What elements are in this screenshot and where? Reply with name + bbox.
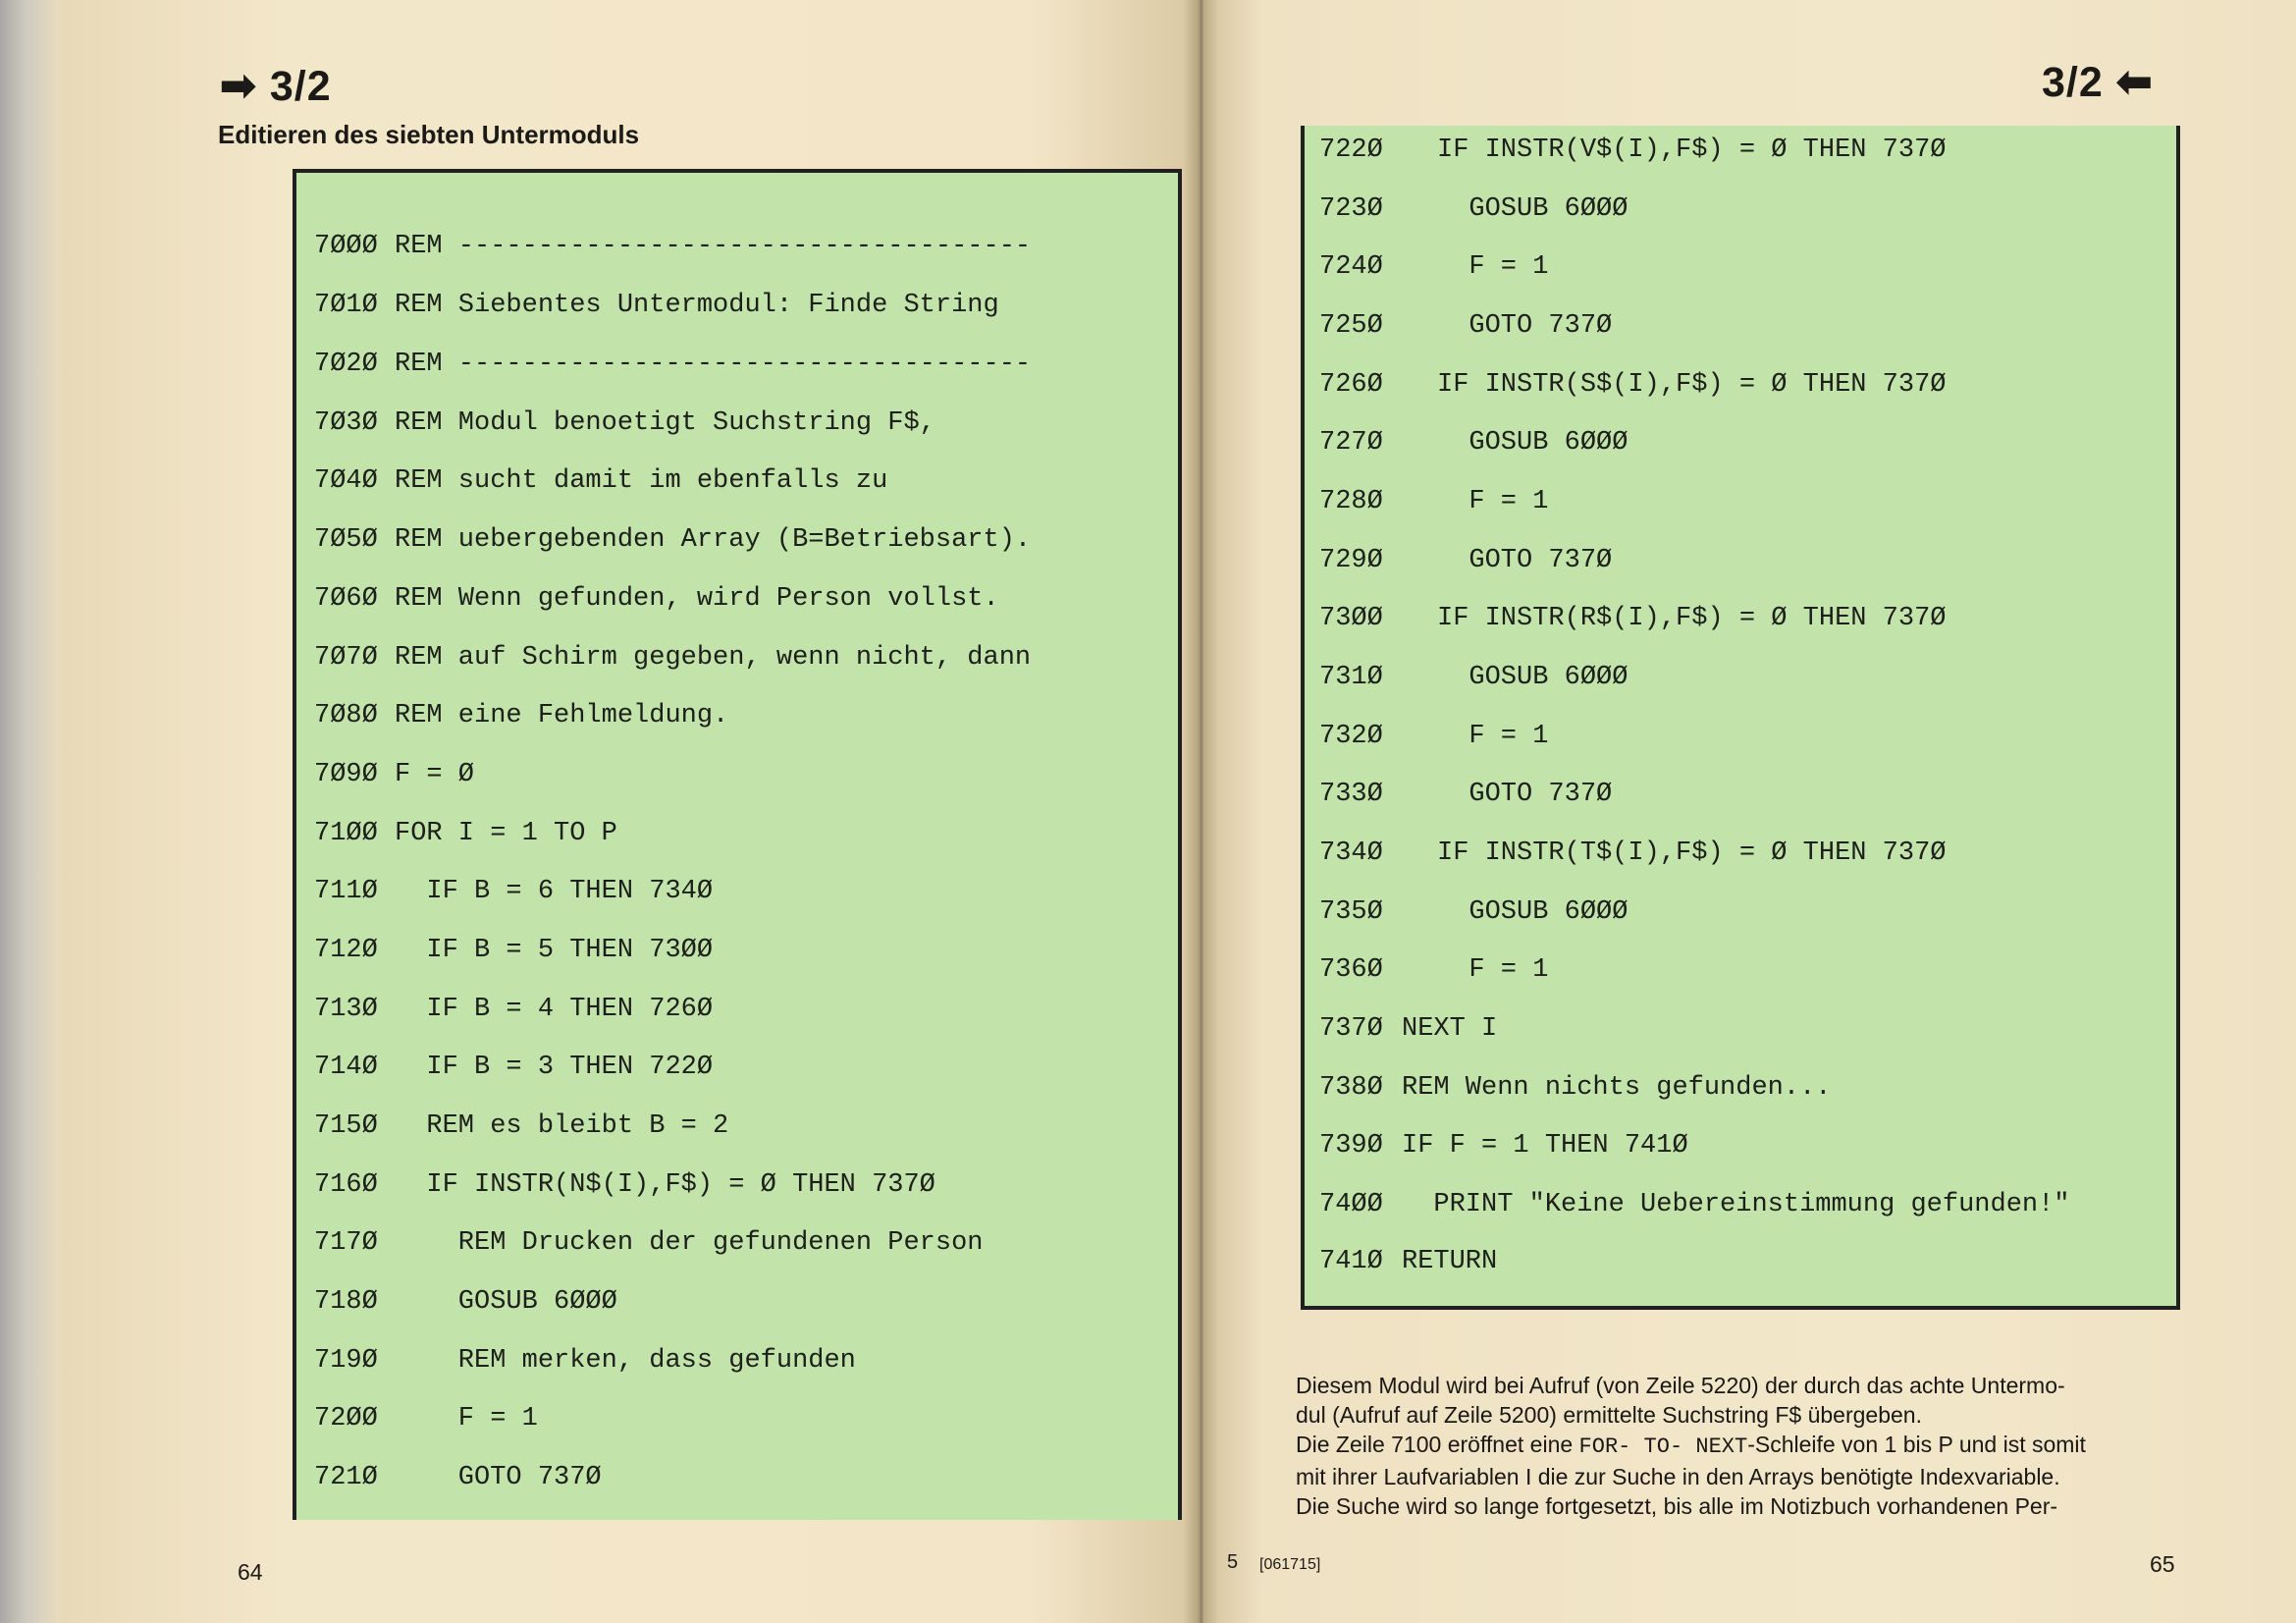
code-line bbox=[314, 1053, 714, 1082]
section-subtitle: Editieren des siebten Untermoduls bbox=[218, 120, 640, 149]
paragraph-text: Die Zeile 7100 eröffnet eine bbox=[1296, 1432, 1579, 1457]
code-line bbox=[314, 995, 714, 1024]
line-number: 725Ø bbox=[1319, 311, 1383, 341]
line-number: 7Ø7Ø bbox=[314, 643, 378, 673]
line-number: 7Ø6Ø bbox=[314, 584, 378, 614]
line-number: 72ØØ bbox=[314, 1404, 378, 1434]
book-gutter bbox=[1183, 0, 1218, 1623]
line-text: IF INSTR(T$(I),F$) = Ø THEN 737Ø bbox=[1437, 839, 1947, 868]
code-line bbox=[314, 1170, 935, 1200]
code-line bbox=[314, 1404, 538, 1434]
code-line bbox=[314, 701, 729, 730]
line-number: 717Ø bbox=[314, 1228, 378, 1258]
line-number: 7Ø9Ø bbox=[314, 760, 378, 789]
paragraph-line: Diesem Modul wird bei Aufruf (von Zeile 5220) der durch das achte Untermo- bbox=[1296, 1373, 2065, 1398]
left-arrow-icon: ⬅ bbox=[2115, 58, 2154, 106]
code-line bbox=[1319, 487, 1549, 516]
paragraph-line: mit ihrer Laufvariablen I die zur Suche in den Arrays benötigte Indexvariable. bbox=[1296, 1464, 2060, 1489]
line-text: IF B = 4 THEN 726Ø bbox=[395, 995, 714, 1024]
line-number: 737Ø bbox=[1319, 1014, 1383, 1044]
line-number: 711Ø bbox=[314, 877, 378, 906]
code-line bbox=[1319, 252, 1549, 282]
line-text: GOSUB 6ØØØ bbox=[1437, 194, 1629, 224]
line-text: REM ------------------------------------ bbox=[395, 350, 1032, 379]
line-text: IF B = 5 THEN 73ØØ bbox=[395, 936, 714, 965]
code-line bbox=[314, 291, 999, 320]
line-text: IF F = 1 THEN 741Ø bbox=[1402, 1131, 1688, 1161]
left-page-number: 64 bbox=[238, 1559, 263, 1585]
code-line bbox=[1319, 370, 1947, 400]
line-number: 726Ø bbox=[1319, 370, 1383, 400]
code-line bbox=[314, 1346, 856, 1376]
code-line bbox=[1319, 722, 1549, 751]
right-arrow-icon: ➡ bbox=[220, 62, 257, 110]
line-text: REM auf Schirm gegeben, wenn nicht, dann bbox=[395, 643, 1032, 673]
line-number: 738Ø bbox=[1319, 1073, 1383, 1103]
line-number: 728Ø bbox=[1319, 487, 1383, 516]
line-number: 712Ø bbox=[314, 936, 378, 965]
line-number: 731Ø bbox=[1319, 663, 1383, 692]
code-line bbox=[1319, 546, 1613, 575]
code-line bbox=[314, 877, 714, 906]
inline-code: FOR- TO- NEXT bbox=[1578, 1434, 1748, 1459]
right-page-number: 65 bbox=[2150, 1551, 2175, 1577]
line-text: F = 1 bbox=[395, 1404, 538, 1434]
line-number: 734Ø bbox=[1319, 839, 1383, 868]
code-line bbox=[1319, 1131, 1688, 1161]
line-number: 724Ø bbox=[1319, 252, 1383, 282]
code-line bbox=[314, 584, 999, 614]
code-line bbox=[1319, 1073, 1832, 1103]
code-line bbox=[314, 466, 888, 496]
line-text: IF INSTR(S$(I),F$) = Ø THEN 737Ø bbox=[1437, 370, 1947, 400]
line-text: REM uebergebenden Array (B=Betriebsart). bbox=[395, 525, 1032, 555]
line-number: 722Ø bbox=[1319, 135, 1383, 165]
line-number: 723Ø bbox=[1319, 194, 1383, 224]
line-text: REM eine Fehlmeldung. bbox=[395, 701, 729, 730]
line-text: GOSUB 6ØØØ bbox=[1437, 897, 1629, 927]
line-number: 7Ø2Ø bbox=[314, 350, 378, 379]
left-section-number: 3/2 bbox=[269, 63, 332, 110]
line-text: IF INSTR(N$(I),F$) = Ø THEN 737Ø bbox=[395, 1170, 935, 1200]
code-line bbox=[1319, 663, 1629, 692]
line-number: 735Ø bbox=[1319, 897, 1383, 927]
line-number: 7Ø3Ø bbox=[314, 408, 378, 438]
code-line bbox=[1319, 1247, 1498, 1276]
line-number: 7Ø1Ø bbox=[314, 291, 378, 320]
line-number: 74ØØ bbox=[1319, 1190, 1383, 1219]
print-code: [061715] bbox=[1259, 1556, 1321, 1573]
line-number: 7ØØØ bbox=[314, 232, 378, 261]
code-line bbox=[314, 525, 1032, 555]
right-section-number: 3/2 bbox=[2042, 59, 2104, 106]
line-text: GOTO 737Ø bbox=[395, 1463, 602, 1492]
code-line bbox=[314, 819, 617, 848]
line-number: 7Ø4Ø bbox=[314, 466, 378, 496]
line-text: IF INSTR(R$(I),F$) = Ø THEN 737Ø bbox=[1437, 604, 1947, 633]
line-text: GOTO 737Ø bbox=[1437, 311, 1613, 341]
line-number: 714Ø bbox=[314, 1053, 378, 1082]
line-number: 739Ø bbox=[1319, 1131, 1383, 1161]
line-number: 736Ø bbox=[1319, 955, 1383, 985]
line-text: REM Drucken der gefundenen Person bbox=[395, 1228, 984, 1258]
line-number: 719Ø bbox=[314, 1346, 378, 1376]
line-text: F = 1 bbox=[1437, 252, 1549, 282]
line-text: GOTO 737Ø bbox=[1437, 546, 1613, 575]
code-line bbox=[1319, 839, 1947, 868]
line-text: FOR I = 1 TO P bbox=[395, 819, 617, 848]
code-line bbox=[314, 350, 1032, 379]
line-text: IF INSTR(V$(I),F$) = Ø THEN 737Ø bbox=[1437, 135, 1947, 165]
line-text: REM ------------------------------------ bbox=[395, 232, 1032, 261]
line-text: F = 1 bbox=[1437, 487, 1549, 516]
line-number: 729Ø bbox=[1319, 546, 1383, 575]
left-section-marker bbox=[220, 61, 332, 111]
paragraph-line: dul (Aufruf auf Zeile 5200) ermittelte Suchstring F$ übergeben. bbox=[1296, 1402, 1922, 1428]
line-number: 733Ø bbox=[1319, 780, 1383, 809]
line-text: REM sucht damit im ebenfalls zu bbox=[395, 466, 888, 496]
line-text: REM Modul benoetigt Suchstring F$, bbox=[395, 408, 935, 438]
line-text: PRINT "Keine Uebereinstimmung gefunden!" bbox=[1402, 1190, 2070, 1219]
line-text: F = 1 bbox=[1437, 955, 1549, 985]
code-line bbox=[314, 643, 1032, 673]
code-line bbox=[314, 232, 1032, 261]
line-number: 715Ø bbox=[314, 1111, 378, 1141]
code-line bbox=[1319, 604, 1947, 633]
code-line bbox=[1319, 311, 1613, 341]
code-line bbox=[314, 1111, 729, 1141]
code-line bbox=[314, 936, 714, 965]
code-line bbox=[1319, 428, 1629, 458]
code-line bbox=[1319, 194, 1629, 224]
code-line bbox=[1319, 1014, 1498, 1044]
paragraph-line bbox=[1296, 1430, 2179, 1462]
line-text: GOSUB 6ØØØ bbox=[1437, 428, 1629, 458]
code-line bbox=[314, 1287, 617, 1317]
line-number: 727Ø bbox=[1319, 428, 1383, 458]
code-line bbox=[314, 1228, 984, 1258]
line-text: REM Siebentes Untermodul: Finde String bbox=[395, 291, 999, 320]
line-text: REM Wenn gefunden, wird Person vollst. bbox=[395, 584, 999, 614]
code-line bbox=[1319, 1190, 2070, 1219]
line-text: GOTO 737Ø bbox=[1437, 780, 1613, 809]
code-line bbox=[314, 760, 475, 789]
sheet-number: 5 bbox=[1227, 1551, 1239, 1573]
paragraph-line: Die Suche wird so lange fortgesetzt, bis alle im Notizbuch vorhandenen Per- bbox=[1296, 1493, 2058, 1519]
line-text: F = Ø bbox=[395, 760, 475, 789]
paragraph-text: -Schleife von 1 bis P und ist somit bbox=[1747, 1432, 2086, 1457]
line-number: 713Ø bbox=[314, 995, 378, 1024]
code-line bbox=[314, 1463, 602, 1492]
line-text: REM es bleibt B = 2 bbox=[395, 1111, 729, 1141]
right-section-marker bbox=[2042, 57, 2154, 107]
line-number: 7Ø5Ø bbox=[314, 525, 378, 555]
code-line bbox=[1319, 897, 1629, 927]
line-number: 71ØØ bbox=[314, 819, 378, 848]
line-number: 732Ø bbox=[1319, 722, 1383, 751]
line-number: 716Ø bbox=[314, 1170, 378, 1200]
line-text: GOSUB 6ØØØ bbox=[1437, 663, 1629, 692]
scan-edge bbox=[0, 0, 59, 1623]
code-line bbox=[314, 408, 935, 438]
line-number: 73ØØ bbox=[1319, 604, 1383, 633]
code-line bbox=[1319, 135, 1947, 165]
line-number: 741Ø bbox=[1319, 1247, 1383, 1276]
line-text: REM Wenn nichts gefunden... bbox=[1402, 1073, 1832, 1103]
code-line bbox=[1319, 780, 1613, 809]
line-text: REM merken, dass gefunden bbox=[395, 1346, 856, 1376]
line-number: 718Ø bbox=[314, 1287, 378, 1317]
line-number: 721Ø bbox=[314, 1463, 378, 1492]
line-text: IF B = 6 THEN 734Ø bbox=[395, 877, 714, 906]
explanation-paragraph bbox=[1296, 1371, 2179, 1521]
line-text: GOSUB 6ØØØ bbox=[395, 1287, 617, 1317]
line-text: IF B = 3 THEN 722Ø bbox=[395, 1053, 714, 1082]
line-number: 7Ø8Ø bbox=[314, 701, 378, 730]
line-text: F = 1 bbox=[1437, 722, 1549, 751]
line-text: NEXT I bbox=[1402, 1014, 1498, 1044]
code-line bbox=[1319, 955, 1549, 985]
line-text: RETURN bbox=[1402, 1247, 1498, 1276]
